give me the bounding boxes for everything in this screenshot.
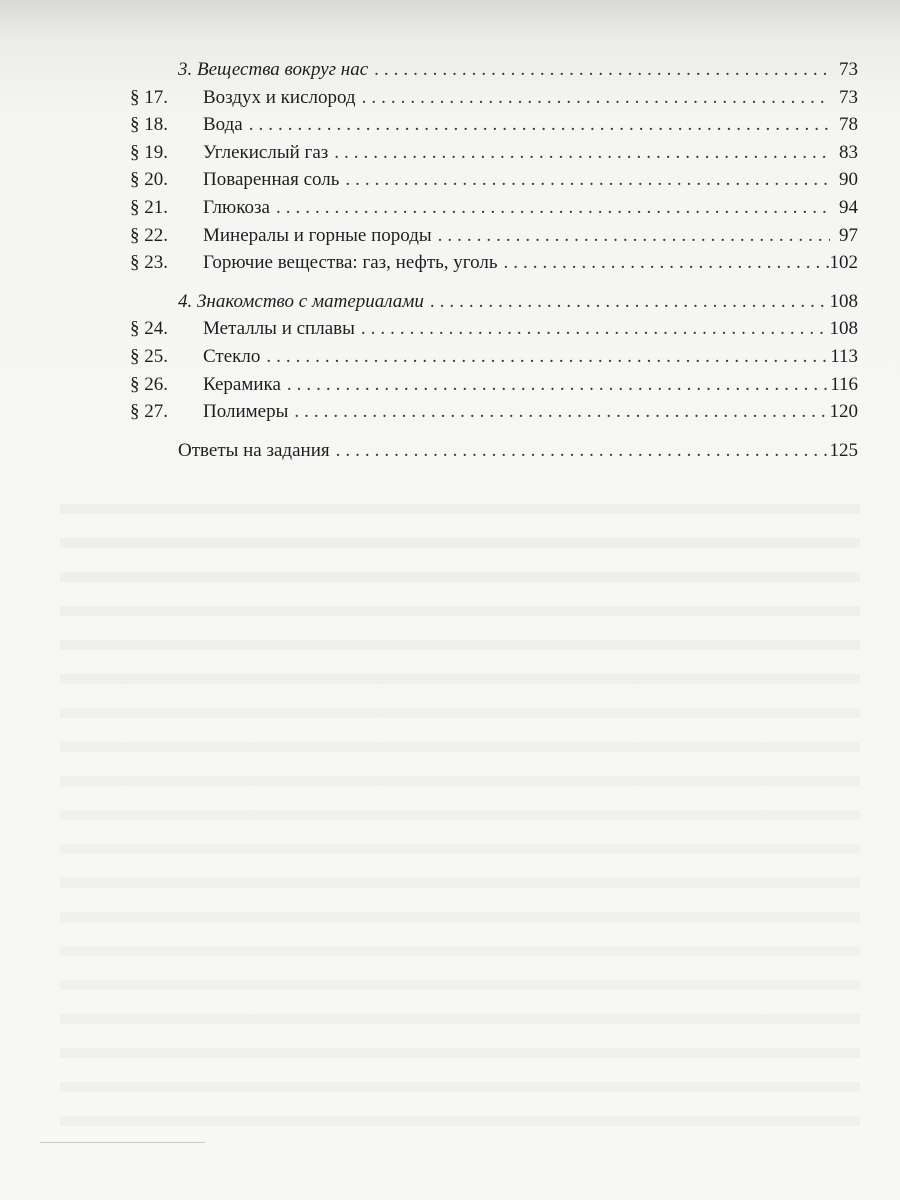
toc-entry[interactable] [0, 315, 900, 343]
page-number: 113 [830, 345, 858, 367]
toc-chapter-4[interactable] [0, 288, 900, 316]
section-number: § 20. [130, 169, 168, 191]
toc-entry[interactable] [0, 222, 900, 250]
section-number: § 22. [130, 224, 168, 246]
bleed-through-texture [60, 480, 860, 1140]
section-number: § 24. [130, 318, 168, 340]
toc-entry[interactable] [0, 371, 900, 399]
section-title: Воздух и кислород [203, 86, 356, 108]
page-number: 94 [839, 196, 858, 218]
section-title: Металлы и сплавы [203, 318, 355, 340]
leader-dots [276, 194, 830, 222]
section-title: Керамика [203, 373, 281, 395]
footer-rule [40, 1142, 205, 1143]
leader-dots [334, 139, 830, 167]
toc-entry[interactable] [0, 139, 900, 167]
page-number: 116 [830, 373, 858, 395]
section-number: § 19. [130, 141, 168, 163]
section-number: § 23. [130, 252, 168, 274]
section-number: § 21. [130, 196, 168, 218]
leader-dots [361, 315, 830, 343]
section-title: Поваренная соль [203, 169, 340, 191]
leader-dots [504, 249, 831, 277]
leader-dots [438, 222, 830, 250]
toc-entry[interactable] [0, 249, 900, 277]
leader-dots [266, 343, 830, 371]
toc-entry[interactable] [0, 343, 900, 371]
page-number: 83 [839, 141, 858, 163]
chapter-title: 3. Вещества вокруг нас [178, 59, 369, 80]
toc-chapter-3[interactable] [0, 56, 900, 84]
page-number: 90 [839, 169, 858, 191]
answers-title: Ответы на задания [178, 439, 330, 461]
leader-dots [374, 56, 830, 84]
page-number: 108 [829, 318, 858, 340]
section-title: Вода [203, 114, 243, 136]
toc-entry[interactable] [0, 84, 900, 112]
page-number: 108 [829, 290, 858, 312]
toc-entry[interactable] [0, 166, 900, 194]
page-number: 120 [829, 401, 858, 423]
section-number: § 26. [130, 373, 168, 395]
section-number: § 18. [130, 114, 168, 136]
toc-entry[interactable] [0, 111, 900, 139]
section-title: Глюкоза [203, 196, 270, 218]
section-number: § 17. [130, 86, 168, 108]
section-number: § 25. [130, 345, 168, 367]
table-of-contents [0, 56, 900, 464]
leader-dots [294, 398, 830, 426]
toc-entry[interactable] [0, 194, 900, 222]
section-number: § 27. [130, 401, 168, 423]
section-title: Минералы и горные породы [203, 224, 432, 246]
section-title: Горючие вещества: газ, нефть, уголь [203, 252, 498, 274]
leader-dots [345, 166, 830, 194]
toc-answers[interactable] [0, 437, 900, 465]
page-number: 125 [829, 439, 858, 461]
page-number: 73 [839, 86, 858, 108]
page-number: 102 [829, 252, 858, 274]
chapter-title: 4. Знакомство с материалами [178, 290, 424, 312]
page-number: 73 [839, 59, 858, 80]
section-title: Стекло [203, 345, 261, 367]
section-title: Полимеры [203, 401, 289, 423]
section-title: Углекислый газ [203, 141, 329, 163]
toc-entry[interactable] [0, 398, 900, 426]
page-number: 78 [839, 114, 858, 136]
leader-dots [362, 84, 830, 112]
leader-dots [249, 111, 830, 139]
leader-dots [336, 437, 830, 465]
page-number: 97 [839, 224, 858, 246]
leader-dots [287, 371, 830, 399]
leader-dots [430, 288, 830, 316]
